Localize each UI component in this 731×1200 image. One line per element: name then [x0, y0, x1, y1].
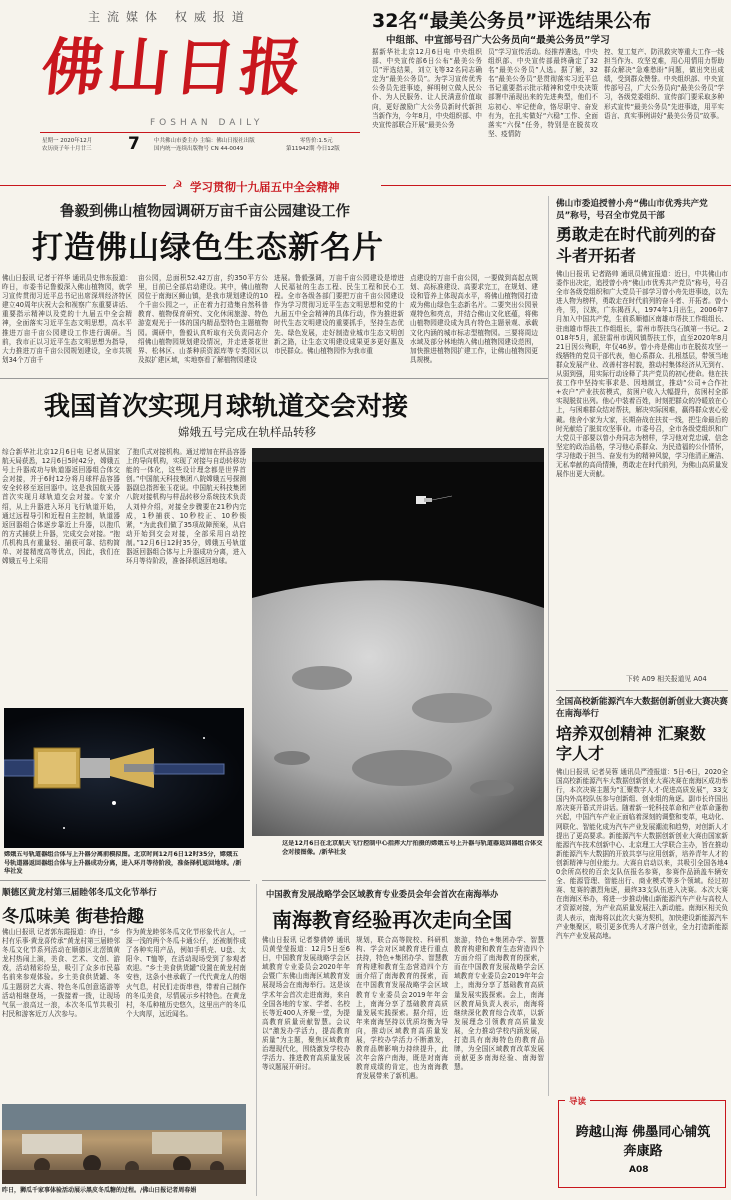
lead-story — [0, 196, 540, 376]
issue-number: 第11942期 今日12版 — [286, 146, 340, 152]
huanglong-col1: 佛山日报讯 记者郭东霞报道：昨日，“乡村有乐事·黄龙喜传承”黄龙村第三届睦邻冬瓜文化节系列活动在顺德区北滘镇黄龙村热闹上演，美食、艺术、文创、游戏，活动精彩纷呈，吸引了众多市民慕名前来参观体验。乡土美食供货罐、冬瓜主题厨艺大赛、特色冬瓜创意巡游等活动相继登场，一拨接着一拨，让现场气氛一浪高过一浪，本次冬瓜节共吸引村民和游客近万人次参与。 — [2, 928, 120, 1018]
top-story-title: 32名“最美公务员”评选结果公布 — [372, 10, 652, 32]
auto-story — [556, 690, 728, 1195]
festival-photo-caption: 昨日，狮瓜千家事体验活动展示黑皮冬瓜糖的过程。/佛山日报记者周春娟 — [2, 1187, 197, 1194]
edu-col1: 佛山日报讯 记者黎倩婷 通讯员黄莹莹报道：12月5日至6日，中国教育发展战略学会区域教育专业委员会2020年年会暨广东佛山南海区域教育发展现场会在南海举行。这是该学术年会首次走进南海，来自全国各地的专家、学者、名校长等近400人齐聚一堂，为提高教育质量贡献智慧。会议以“激发办学活力，提高教育质量”为主题，聚焦区域教育治理现代化，围绕激发学校办学活力、推进教育高质量发展等议题展开研讨。 — [262, 936, 350, 1072]
moon-story — [0, 378, 548, 878]
side-kicker: 佛山市委追授曾小舟“佛山市优秀共产党员”称号，号召全市党员干部 — [556, 199, 708, 221]
masthead-slogan: 主流媒体 权威报道 — [88, 10, 251, 24]
date-day: 7 — [128, 134, 140, 154]
lead-headline: 打造佛山绿色生态新名片 — [32, 230, 384, 266]
moon-headline: 我国首次实现月球轨道交会对接 — [44, 392, 409, 422]
huanglong-story — [0, 880, 250, 1198]
theme-banner — [0, 178, 731, 194]
edu-col2: 规划，联合高等院校、科研机构、学会对区域教育进行重点扶持，特色+集团办学、智慧教育构建和教育生态营造四个方面介绍了南海教育的探索，而在中国教育发展战略学会区域教育专业委员会2019年年会上，南海分享了基础教育高质量发展实践探索。据介绍，近年来南海坚持以优质均衡为导向，推动区域教育高质量发展，学校办学活力不断激发，教育品牌影响力持续提升，此次年会落户南海，既是对南海教育成绩的肯定，也为南海教育发展带来了新机遇。 — [356, 936, 448, 1081]
lead-col4: 点建设的万亩千亩公园，一要做到高起点规划、高标准建设、高要求完工，在规划、建设和管养上体现高水平，将佛山植物园打造成为佛山绿色生态新名片。二要突出公园景观特色和亮点，并结合佛山文化底蕴，将佛山植物园建设成为具有特色主题景观、承载文化内涵的城市标志型植物园。三要将周边水域及部分林地纳入佛山植物园建设范围，加快推进植物园扩建工作，让佛山植物园更具规模。 — [410, 274, 538, 364]
side-ref: 下转 A09 相关报道见 A04 — [626, 675, 707, 683]
edu-headline: 南海教育经验再次走向全国 — [272, 908, 512, 932]
auto-body: 佛山日报讯 记者吴蓉 通讯员严滢报道：5日-6日，2020全国高校新能源汽车大数据创新创业大赛决赛在南海区成功举行，本次决赛主题为“汇聚数字人才·促进高质发展”，33支国内外高校队伍参与创新组、创业组的角逐。副市长许国出席决赛开幕式并讲话。随着新一轮科技革命和产业革命蓬勃兴起，中国汽车产业正面临着深刻的调整和变革，电动化、网联化、智能化成为汽车产业发展潮流和趋势，对创新人才提出了更高要求。新能源汽车大数据创新创业大赛由国家新能源汽车技术创新中心、北京理工大学联合主办，旨在推动新能源汽车大数据的开放共享与应用创新，培养青年人才的创新精神与创业能力。大赛自启动以来，共吸引全国各地40余所高校的百余支队伍报名参赛，参赛作品涵盖车辆安全、能源管理、智能出行、商业模式等多个领域。经过初赛、复赛的激烈角逐，最终33支队伍进入决赛。本次大赛在南海区举办，将进一步推动佛山新能源汽车产业与高校人才资源对接，为产业高质量发展注入新动能。南海区相关负责人表示，南海将以此次大赛为契机，加快建设新能源汽车产业集聚区，吸引更多优秀人才落户创业，全力打造新能源汽车产业发展高地。 — [556, 768, 728, 940]
top-story-col1: 据新华社北京12月6日电 中央组织部、中央宣传部6日公布“最美公务员”评选结果，刘立飞等32名同志确定为“最美公务员”。为学习宣传优秀公务员先进事迹，鲜明树立做人民公仆、为人民服务、让人民满意价值取向，更好激励广大公务员新时代新担当新作为，今年8月，中央组织部、中央宣传部联合开展“最美公务 — [372, 48, 482, 129]
party-emblem-icon: ☭ — [172, 178, 183, 192]
huanglong-col2: 作为黄龙睦邻冬瓜文化节形象代言人，一深一浅的两个冬瓜卡通公仔，还被制作成了各种实用产品，例如手机壳、U盘、太阳伞、T恤等，在活动现场受到了参观者欢迎。“乡土美食供货罐”设置在黄龙村南安巷，这条小巷承载了一代代黄龙人的烟火气息，村民们走街串巷，带着自己制作的冬瓜美食，尽情展示乡村特色。在黄龙村，冬瓜种植历史悠久，这里出产的冬瓜个大肉厚，远近闻名。 — [126, 928, 246, 1018]
huanglong-headline: 冬瓜味美 街巷拾趣 — [2, 907, 144, 927]
date-lunar: 农历庚子年十月廿三 — [42, 146, 92, 152]
banner-label: 学习贯彻十九届五中全会精神 — [190, 180, 340, 194]
publisher-info: 中共佛山市委主办 主编：佛山日报社出版 — [154, 138, 255, 144]
auto-headline: 培养双创精神 汇聚数字人才 — [556, 724, 706, 763]
guide-title[interactable]: 跨越山海 佛墨同心铺筑奔康路 — [575, 1125, 711, 1159]
huanglong-kicker: 顺德区黄龙村第三届睦邻冬瓜文化节举行 — [2, 888, 157, 898]
docking-image — [252, 448, 544, 836]
side-headline: 勇敢走在时代前列的奋斗者开拓者 — [556, 225, 717, 265]
logo-pinyin: FOSHAN DAILY — [150, 118, 264, 128]
auto-kicker: 全国高校新能源汽车大数据创新创业大赛决赛在南海举行 — [556, 697, 728, 719]
newspaper-logo: 佛山日报 — [38, 31, 310, 104]
edu-story — [262, 880, 546, 1198]
lead-col1: 佛山日报讯 记者于祥华 通讯员史伟东报道：昨日，市委书记鲁毅深入佛山植物园，就学习宣传贯彻习近平总书记出席深圳经济特区建立40周年庆祝大会和视察广东重要讲话、重要指示精神以及党的十九届五中全会精神，全面落实习近平生态文明思想，高水平推进万亩千亩公园建设工作进行调研。当前，我市正以习近平生态文明思想为指导，大力推进万亩千亩公园规划建设，全市共规划34个万亩千 — [2, 274, 132, 364]
guide-page: A08 — [629, 1165, 649, 1175]
top-story-col2: 员”学习宣传活动。经推荐遴选，中央组织部、中央宣传部最终确定了32名“最美公务员”人选。据了解，32名“最美公务员”是贯彻落实习近平总书记重要指示批示精神和党中央决策部署中涌现出来的先进典型，他们不忘初心、牢记使命，恪尽职守、奋发有为，在扎实做好“六稳”工作、全面落实“六保”任务，特别是在脱贫攻坚、疫情防 — [488, 48, 598, 138]
top-story — [372, 0, 727, 170]
cn-number: 国内统一连续出版物号 CN 44-0049 — [154, 146, 244, 152]
spacecraft-photo-caption: 嫦娥五号轨道器组合体与上升器分离前模拟图。北京时间12月6日12时35分，嫦娥五号轨道器返回器组合体与上升器成功分离，进入环月等待阶段，准备择机返回地球。/新华社发 — [4, 851, 242, 875]
moon-col2: 了抱爪式对接机构。通过增加在样品容器上的导向机构，实现了对接与自动转移功能的一体化，这些设计理念都是世界首创。”中国航天科技集团八院嫦娥五号探测器副总指挥张玉花说。中国航天科技集团八院对接机构与样品转移分系统技术负责人刘仲介绍，对接全步骤要在21秒内完成，1秒捕获、10秒校正、10秒锁紧，“为此我们做了35项故障预案，从启动开始到交会对接，全部采用自动控制。”12月6日12时35分，嫦娥五号轨道器返回器组合体与上升器成功分离，进入环月等待阶段，准备择机返回地球。 — [126, 448, 246, 566]
festival-photo — [2, 1104, 246, 1184]
docking-image-caption: 这是12月6日在北京航天飞行控制中心指挥大厅拍摄的嫦娥五号上升器与轨道器返回器组合体交会对接图像。/新华社发 — [282, 840, 543, 856]
price: 零售价:1.5元 — [300, 138, 333, 144]
lead-col3: 进展。鲁毅强调，万亩千亩公园建设是增进人民福祉的生态工程、民生工程和民心工程。全市各级各部门要把万亩千亩公园建设作为学习贯彻习近平生态文明思想和党的十九届五中全会精神的具体行动，作为推进新时代生态文明建设的重要抓手，坚持生态优先、绿色发展，走好制造业城市生态文明创新之路，让生态文明建设成果更多更好惠及市民群众。佛山植物园作为我市重 — [274, 274, 404, 355]
top-story-subtitle: 中组部、中宣部号召广大公务员向“最美公务员”学习 — [386, 35, 610, 46]
date-weekday: 星期一 2020年12月 — [42, 138, 93, 144]
masthead — [0, 0, 368, 154]
lead-kicker: 鲁毅到佛山植物园调研万亩千亩公园建设工作 — [60, 204, 350, 220]
moon-col1: 综合新华社北京12月6日电 记者从国家航天局获悉，12月6日5时42分，嫦娥五号上升器成功与轨道器返回器组合体交会对接，并于6时12分将月球样品容器安全转移至返回器中。这是我国航天器首次实现月球轨道交会对接。专家介绍，从上升器进入环月飞行轨道开始，通过远程导引和近程自主控制，轨道器返回器组合体逐步靠近上升器，以抱爪的方式捕获上升器，完成交会对接。“抱爪机构具有重量轻、捕获可靠、结构简单、对接精度高等优点，因此，我们在嫦娥五号上采用 — [2, 448, 120, 566]
lead-col2: 亩公园，总面积52.42万亩，约350平方公里，目前已全部启动建设。其中，佛山植物园位于南海区狮山镇，是我市规划建设的10个千亩公园之一，正在着力打造集自然科普教育、植物保育研究、文化休闲旅游、特色游览观光于一体的国内精品型特色主题植物园。调研中，鲁毅认真听取有关负责同志介绍佛山植物园规划建设情况，并走进茶花世界、松林区、山茶种质资源库等专类园区以及拟扩建区域，实地察看了解植物园建设 — [138, 274, 268, 364]
spacecraft-photo — [4, 708, 244, 848]
guide-label: 导读 — [565, 1095, 590, 1107]
edu-col3: 旅游，特色+集团办学、智慧教育构建和教育生态营造四个方面介绍了南海教育的探索，而在中国教育发展战略学会区域教育专业委员会2019年年会上，南海分享了基础教育高质量发展实践探索。会上，南海区教育局负责人表示，南海将继续深化教育综合改革，以新发展理念引领教育高质量发展，全力推动学校内涵发展，打造具有南海特色的教育品牌，为全国区域教育改革发展贡献更多南海经验、南海智慧。 — [454, 936, 544, 1072]
guide-box — [558, 1097, 726, 1188]
top-story-col3: 控、复工复产、防汛救灾等重大工作一线担当作为、攻坚克难，用心用情用力帮助群众解决“急难愁盼”问题，做出突出成绩，受到群众赞誉。中央组织部、中央宣传部号召，广大公务员向“最美公务员”学习，各级党委组织、宣传部门要采取多种形式宣传“最美公务员”先进事迹，用平实语言、真实事例讲好“最美公务员”故事。 — [604, 48, 724, 120]
moon-subhead: 嫦娥五号完成在轨样品转移 — [178, 425, 316, 439]
side-body: 佛山日报讯 记者路帅 通讯员佛宣报道：近日，中共佛山市委作出决定，追授曾小舟“佛山市优秀共产党员”称号，号召全市各级党组织和广大党员干部学习曾小舟先进事迹，以先进人物为榜样，勇敢走在时代前列的奋斗者、开拓者。曾小舟，男，汉族，广东揭西人，1974年1月出生，2006年7月加入中国共产党，生前系顺德区南雄市帮扶工作组组长、驻南雄市帮扶工作组组长，雷州市帮扶乌石镇第一书记。2018年5月，派驻雷州市调风镇帮扶工作，直至2020年8月21日因公殉职，年仅46岁。曾小舟是佛山市在脱贫攻坚一线牺牲的党员干部代表，他心系群众、扎根基层，带领当地群众发展产业、改善村容村貌，推动村集体经济从无到有、从弱到强，用实际行动诠释了共产党员的初心使命。他在扶贫工作中坚持实事求是、因地制宜，推动“公司+合作社+农户”产业扶贫模式，贫困户收入大幅提升，贫困村全部实现脱贫出列。他心中装着百姓，时刻把群众的冷暖放在心上，与困难群众结对帮扶，解决实际困难，赢得群众衷心爱戴。他舍小家为大家，长期奋战在扶贫一线，把生命最后的时光献给了脱贫攻坚事业。市委号召，全市各级党组织和广大党员干部要以曾小舟同志为榜样，学习他对党忠诚、信念坚定的政治品格，学习他心系群众、为民造福的公仆情怀，学习他敢于担当、奋发有为的精神风貌，学习他清正廉洁、无私奉献的高尚情操，勇敢走在时代前列，为佛山高质量发展作出更大贡献。 — [556, 270, 728, 479]
side-story — [556, 196, 728, 686]
edu-kicker: 中国教育发展战略学会区域教育专业委员会年会首次在南海举办 — [266, 889, 499, 899]
